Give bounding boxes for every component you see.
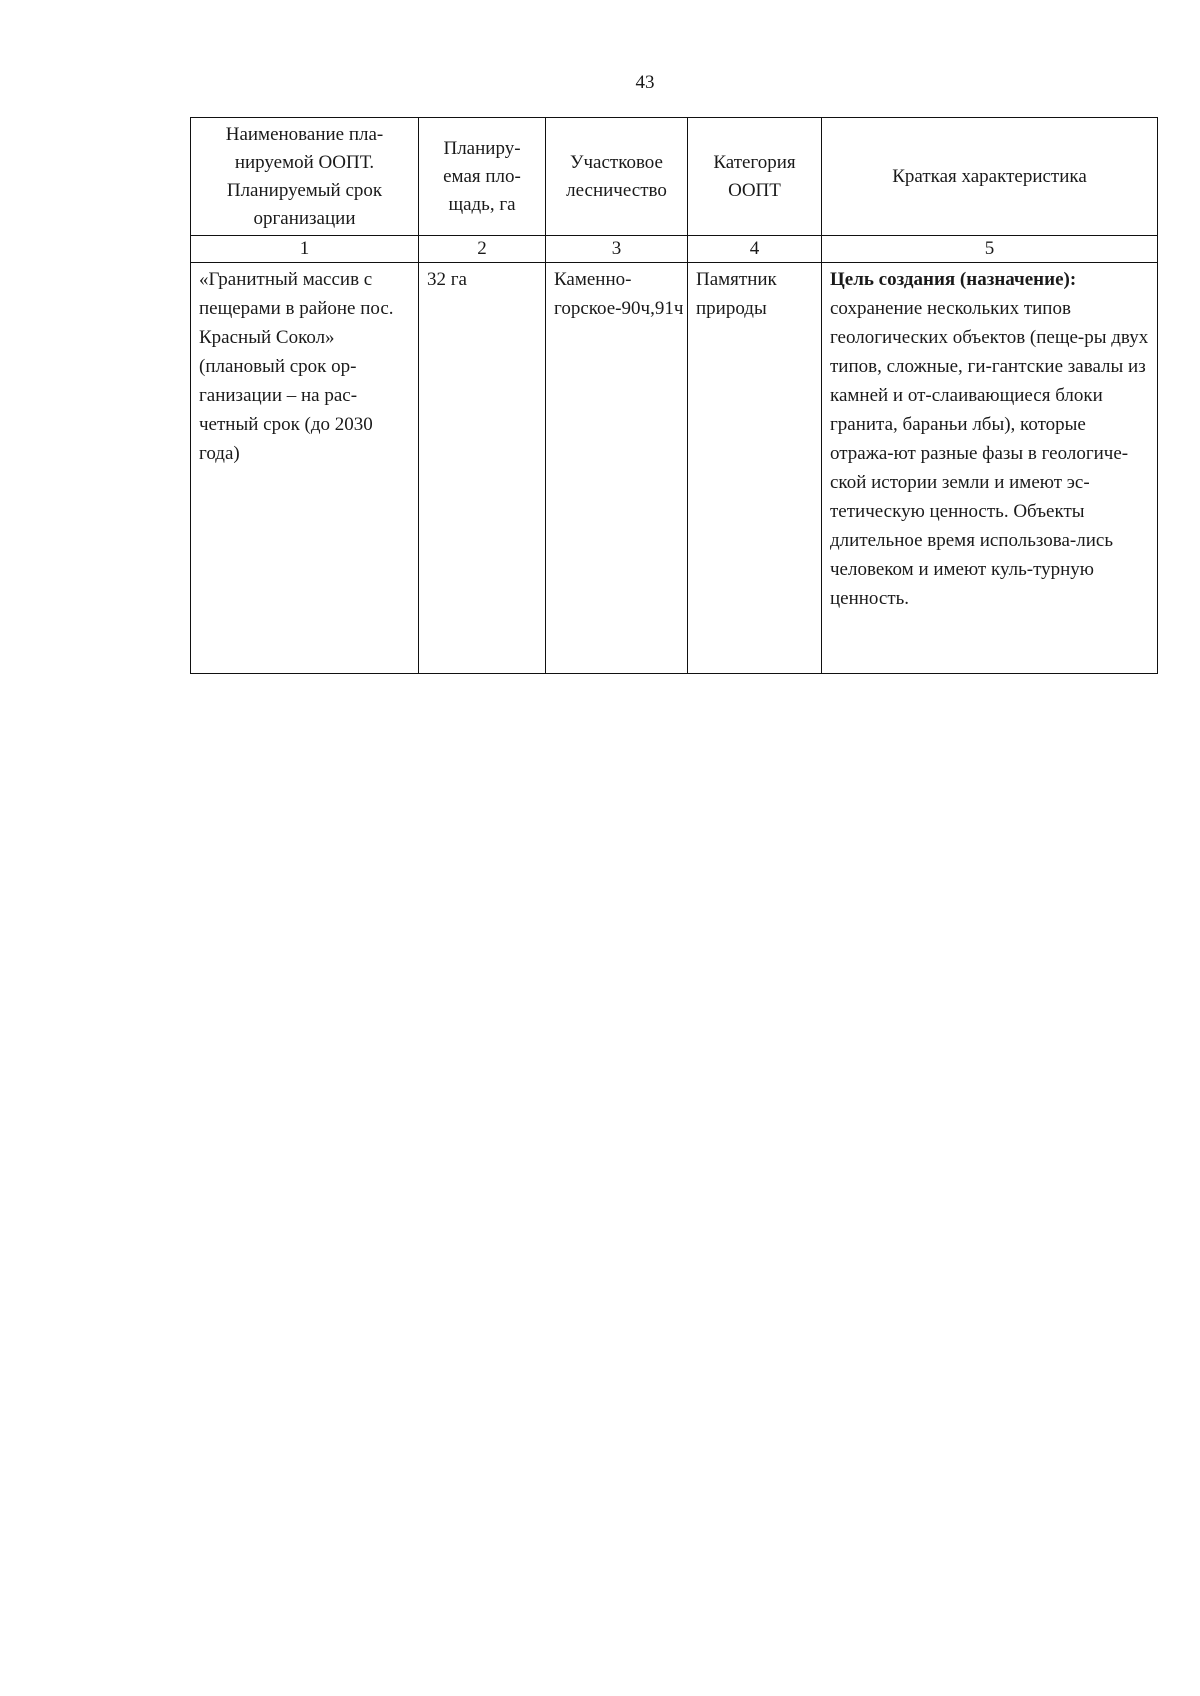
column-number: 2: [419, 236, 546, 263]
table-row: [191, 263, 1158, 674]
cell-area: 32 га: [419, 263, 546, 674]
cell-name: «Гранитный массив с пещерами в районе пос. Красный Сокол» (плановый срок ор-ганизации – на рас-четный срок (до 2030 года): [191, 263, 419, 674]
column-number: 4: [688, 236, 822, 263]
description-label: Цель создания (назначение):: [830, 269, 1077, 290]
oopt-table: [190, 117, 1158, 674]
header-description: Краткая характеристика: [822, 118, 1158, 236]
cell-category: Памятник природы: [688, 263, 822, 674]
header-name: Наименование пла-нируемой ООПТ. Планируемый срок организации: [191, 118, 419, 236]
description-text: сохранение нескольких типов геологических объектов (пеще-ры двух типов, сложные, ги-гантские завалы из камней и от-слаивающиеся блоки гранита, бараньи лбы), которые отража-ют разные фазы в геологиче-ской истории земли и имеют эс-тетическую ценность. Объекты длительное время использова-лись человеком и имеют куль-турную ценность.: [830, 298, 1149, 609]
column-number: 5: [822, 236, 1158, 263]
header-area: Планиру-емая пло-щадь, га: [419, 118, 546, 236]
cell-description: [822, 263, 1158, 674]
header-category: Категория ООПТ: [688, 118, 822, 236]
column-number-row: [191, 236, 1158, 263]
cell-forestry: Каменно-горское-90ч,91ч: [546, 263, 688, 674]
header-forestry: Участковое лесничество: [546, 118, 688, 236]
table-header-row: [191, 118, 1158, 236]
page-number: 43: [635, 72, 655, 93]
column-number: 3: [546, 236, 688, 263]
column-number: 1: [191, 236, 419, 263]
